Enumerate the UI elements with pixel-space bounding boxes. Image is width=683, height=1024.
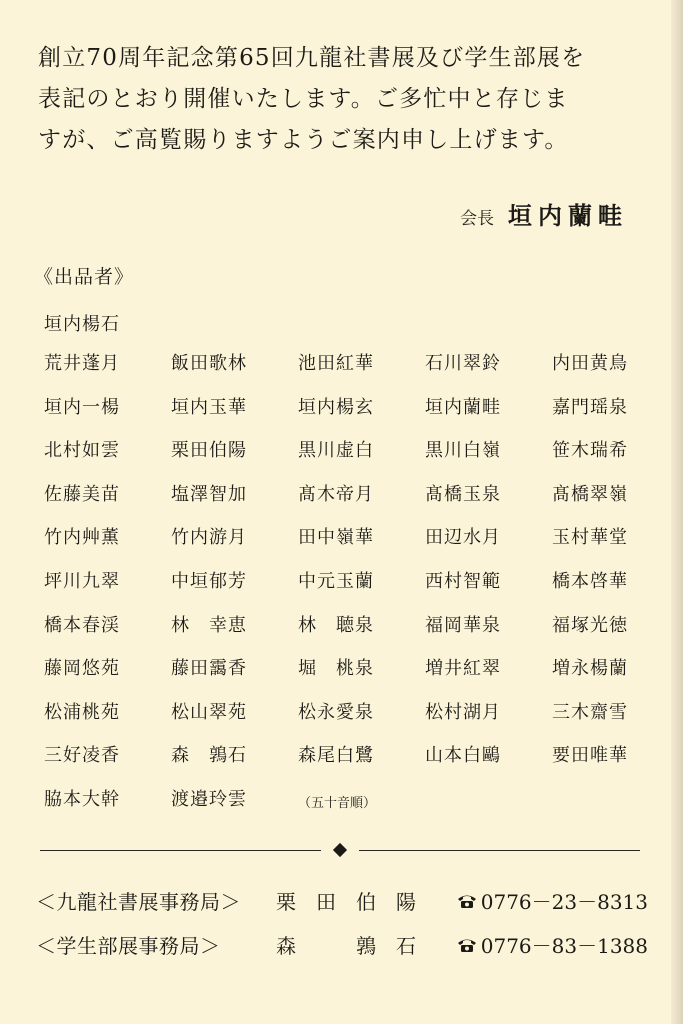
divider-line-right <box>359 850 640 851</box>
phone-text: 0776－83－1388 <box>480 934 648 958</box>
exhibitor-name: 藤田靄香 <box>171 658 247 680</box>
exhibitor-name: 塩澤智加 <box>171 483 247 505</box>
exhibitor-name: 垣内玉華 <box>171 396 247 418</box>
exhibitor-name: 嘉門瑶泉 <box>552 396 628 418</box>
exhibitor-name-first: 垣内楊石 <box>44 314 120 335</box>
intro-line-3: すが、ご高覧賜りますようご案内申し上げます。 <box>38 127 569 153</box>
exhibitor-name: 黒川虚白 <box>298 440 374 462</box>
exhibitor-name: 藤岡悠苑 <box>44 658 120 680</box>
exhibitors-heading: 《出品者》 <box>34 266 135 288</box>
exhibitor-name: 中元玉蘭 <box>298 570 374 592</box>
exhibitor-name: 飯田歌林 <box>171 353 247 374</box>
diamond-icon <box>333 843 347 857</box>
chairman-title: 会長 <box>460 209 494 229</box>
section-divider <box>40 839 640 861</box>
exhibitor-name: 増井紅翠 <box>425 658 501 680</box>
telephone-icon <box>457 893 477 909</box>
intro-line-2: 表記のとおり開催いたします。ご多忙中と存じま <box>38 86 569 112</box>
exhibitor-name: 中垣郁芳 <box>171 570 247 592</box>
exhibitor-name: 堀 桃泉 <box>298 658 374 680</box>
exhibitor-name: 栗田伯陽 <box>171 440 247 462</box>
phone-number <box>457 886 648 915</box>
phone-number <box>457 930 648 959</box>
exhibitor-name: 垣内楊玄 <box>298 396 374 418</box>
exhibitor-name: 石川翠鈴 <box>425 353 501 374</box>
phone-text: 0776－23－8313 <box>480 890 648 914</box>
exhibitor-name: 田中嶺華 <box>298 527 374 549</box>
exhibitor-name: 松永愛泉 <box>298 701 374 723</box>
exhibitor-name: 黒川白嶺 <box>425 440 501 462</box>
exhibitor-name: 田辺水月 <box>425 527 501 549</box>
exhibitor-name: 橋本啓華 <box>552 570 628 592</box>
contact-row-gakusei <box>36 930 648 962</box>
exhibitor-name: 北村如雲 <box>44 440 120 462</box>
exhibitor-name: 松浦桃苑 <box>44 701 120 723</box>
contact-row-shoten <box>36 886 648 918</box>
exhibitor-name: 山本白鷗 <box>425 745 501 767</box>
intro-paragraph <box>38 38 648 161</box>
exhibitor-name: 松村湖月 <box>425 701 501 723</box>
exhibitor-name: 垣内蘭畦 <box>425 396 501 418</box>
contact-person: 森 鶉 石 <box>276 934 416 958</box>
exhibitor-name: 林 幸恵 <box>171 614 247 636</box>
chairman-name: 垣内蘭畦 <box>508 201 628 230</box>
exhibitor-name: 玉村華堂 <box>552 527 628 549</box>
exhibitor-name: 佐藤美苗 <box>44 483 120 505</box>
exhibitor-name: 笹木瑞希 <box>552 440 628 462</box>
exhibitor-name: 福塚光徳 <box>552 614 628 636</box>
exhibitor-name: 内田黄鳥 <box>552 353 628 374</box>
exhibitor-name: 森尾白鷺 <box>298 745 374 767</box>
exhibitor-name: 髙橋玉泉 <box>425 483 501 505</box>
exhibitor-name: 増永楊蘭 <box>552 658 628 680</box>
exhibitor-name: 三好凌香 <box>44 745 120 767</box>
exhibitor-name: 渡邉玲雲 <box>171 788 247 810</box>
telephone-icon <box>457 937 477 953</box>
office-name: ＜九龍社書展事務局＞ <box>36 890 241 914</box>
contact-person: 栗 田 伯 陽 <box>276 890 416 914</box>
exhibitor-name: 竹内游月 <box>171 527 247 549</box>
exhibitor-name: 橋本春渓 <box>44 614 120 636</box>
exhibitor-name: 髙木帝月 <box>298 483 374 505</box>
order-note: （五十音順） <box>298 795 377 811</box>
exhibitor-name: 池田紅華 <box>298 353 374 374</box>
exhibitor-name: 髙橋翠嶺 <box>552 483 628 505</box>
exhibitor-name: 松山翠苑 <box>171 701 247 723</box>
exhibitor-name: 要田唯華 <box>552 745 628 767</box>
chairman-signature <box>460 196 628 231</box>
exhibitor-name: 三木齋雪 <box>552 701 628 723</box>
exhibitor-name: 垣内一楊 <box>44 396 120 418</box>
exhibitor-name: 竹内艸薫 <box>44 527 120 549</box>
exhibitor-name: 荒井蓬月 <box>44 353 120 374</box>
page-edge-shadow <box>671 0 683 1024</box>
exhibitor-name: 林 聴泉 <box>298 614 374 636</box>
divider-line-left <box>40 850 321 851</box>
exhibitor-name: 福岡華泉 <box>425 614 501 636</box>
exhibitor-list <box>44 350 662 830</box>
exhibitor-name: 森 鶉石 <box>171 745 247 767</box>
intro-line-1: 創立70周年記念第65回九龍社書展及び学生部展を <box>38 45 586 71</box>
office-name: ＜学生部展事務局＞ <box>36 934 221 958</box>
exhibitor-name: 坪川九翠 <box>44 570 120 592</box>
exhibitor-name: 西村智範 <box>425 570 501 592</box>
exhibitor-name: 脇本大幹 <box>44 788 120 810</box>
